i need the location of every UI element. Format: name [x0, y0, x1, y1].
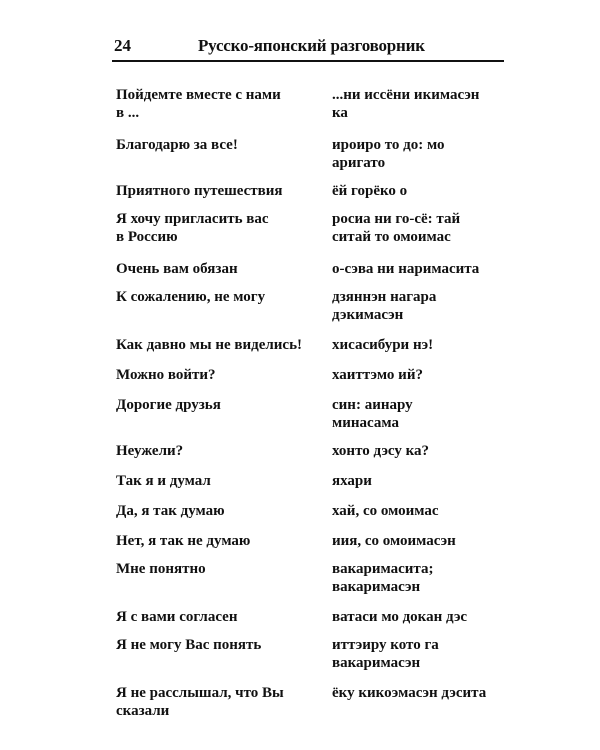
russian-phrase: Дорогие друзья	[116, 397, 221, 413]
russian-phrase: Приятного путешествия	[116, 183, 283, 199]
russian-phrase: Я не могу Вас понять	[116, 637, 262, 653]
russian-phrase: Я с вами согласен	[116, 609, 238, 625]
running-title: Русско-японский разговорник	[198, 36, 425, 55]
japanese-transliteration: дзяннэн нагара дэкимасэн	[332, 289, 437, 323]
japanese-transliteration: ватаси мо докан дэс	[332, 609, 468, 625]
russian-phrase: Я хочу пригласить вас в Россию	[116, 211, 269, 245]
russian-phrase: Мне понятно	[116, 561, 206, 577]
japanese-transliteration: хисасибури нэ!	[332, 337, 434, 353]
russian-phrase: Неужели?	[116, 443, 184, 459]
russian-phrase: Нет, я так не думаю	[116, 533, 251, 549]
russian-phrase: Благодарю за все!	[116, 137, 238, 153]
russian-phrase: Можно войти?	[116, 367, 216, 383]
japanese-transliteration: хаиттэмо ий?	[332, 367, 423, 383]
russian-phrase: Да, я так думаю	[116, 503, 225, 519]
japanese-transliteration: ...ни иссёни икимасэн ка	[332, 87, 480, 121]
japanese-transliteration: росиа ни го-сё: тай ситай то омоимас	[332, 211, 461, 245]
russian-phrase: К сожалению, не могу	[116, 289, 266, 305]
japanese-transliteration: ёку кикоэмасэн дэсита	[332, 685, 487, 701]
japanese-transliteration: ироиро то до: мо аригато	[332, 137, 445, 171]
japanese-transliteration: иттэиру кото га вакаримасэн	[332, 637, 439, 671]
japanese-transliteration: хонто дэсу ка?	[332, 443, 430, 459]
japanese-transliteration: иия, со омоимасэн	[332, 533, 456, 549]
russian-phrase: Пойдемте вместе с нами в ...	[116, 87, 281, 121]
japanese-transliteration: о-сэва ни наримасита	[332, 261, 480, 277]
japanese-transliteration: син: аинару минасама	[332, 397, 413, 431]
page-number: 24	[114, 36, 131, 55]
japanese-transliteration: яхари	[332, 473, 372, 489]
russian-phrase: Я не расслышал, что Вы сказали	[116, 685, 284, 719]
russian-phrase: Как давно мы не виделись!	[116, 337, 303, 353]
japanese-transliteration: ёй горёко о	[332, 183, 408, 199]
russian-phrase: Очень вам обязан	[116, 261, 238, 277]
japanese-transliteration: хай, со омоимас	[332, 503, 439, 519]
japanese-transliteration: вакаримасита; вакаримасэн	[332, 561, 434, 595]
russian-phrase: Так я и думал	[116, 473, 211, 489]
